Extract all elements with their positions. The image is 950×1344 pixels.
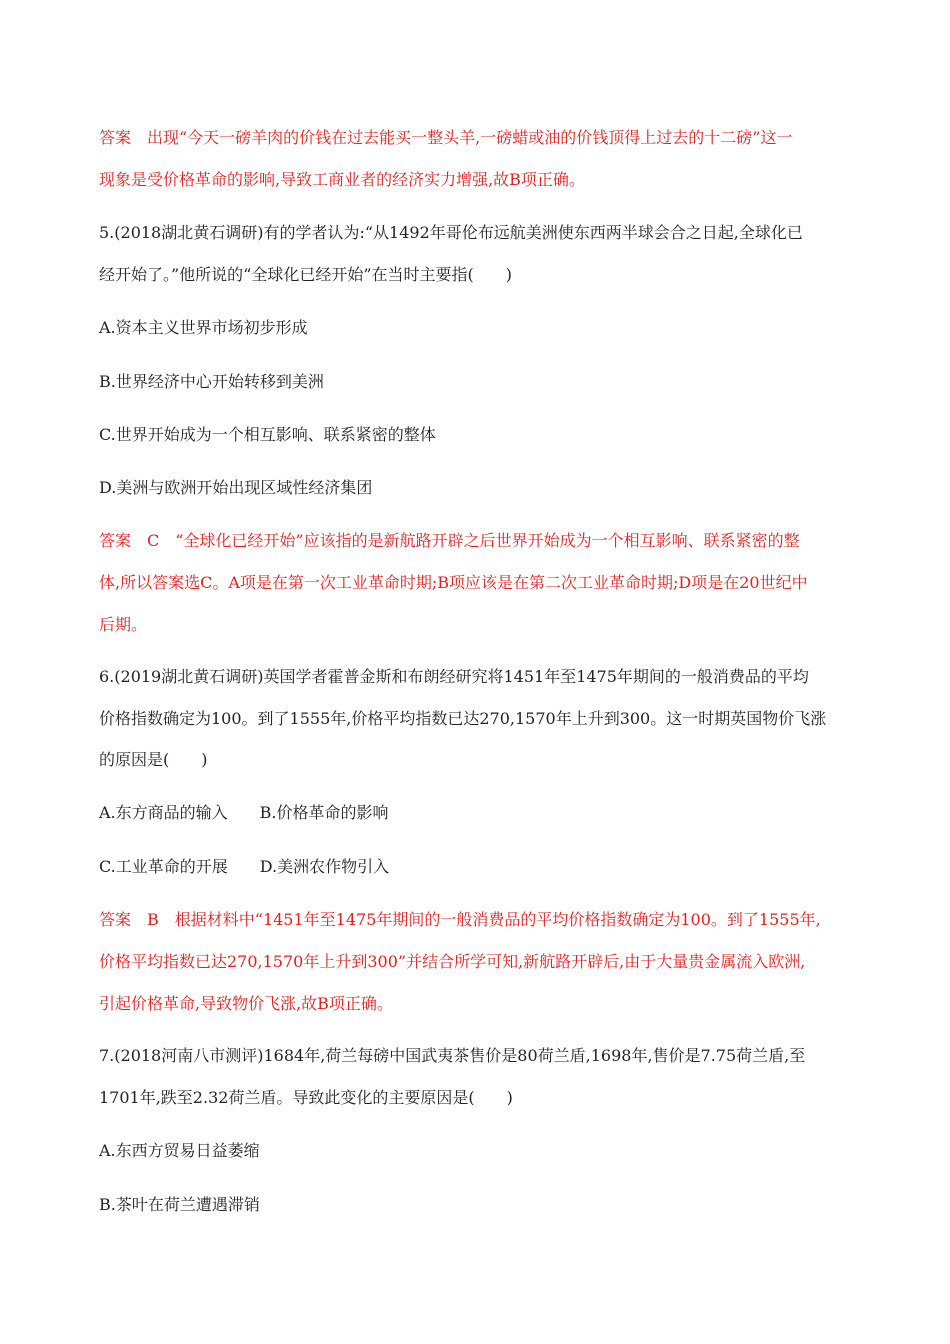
question-6-line: 价格指数确定为100。到了1555年,价格平均指数已达270,1570年上升到300。这一时期英国物价飞涨 [99,709,827,728]
option-a: A.东西方贸易日益萎缩 [99,1141,260,1160]
answer-line: 答案 出现“今天一磅羊肉的价钱在过去能买一整头羊,一磅蜡或油的价钱顶得上过去的十二磅”这一 [99,128,793,147]
question-5-line: 经开始了。”他所说的“全球化已经开始”在当时主要指( ) [99,265,513,284]
option-cd: C.工业革命的开展 D.美洲农作物引入 [99,857,390,876]
answer-line: 后期。 [99,615,148,634]
option-d: D.美洲与欧洲开始出现区域性经济集团 [99,478,373,497]
option-a: A.资本主义世界市场初步形成 [99,318,308,337]
question-7-line: 7.(2018河南八市测评)1684年,荷兰每磅中国武夷茶售价是80荷兰盾,1698年,售价是7.75荷兰盾,至 [99,1046,806,1065]
option-b: B.茶叶在荷兰遭遇滞销 [99,1195,260,1214]
question-7-line: 1701年,跌至2.32荷兰盾。导致此变化的主要原因是( ) [99,1088,513,1107]
answer-line: 引起价格革命,导致物价飞涨,故B项正确。 [99,994,393,1013]
option-c: C.世界开始成为一个相互影响、联系紧密的整体 [99,425,436,444]
answer-line: 价格平均指数已达270,1570年上升到300”并结合所学可知,新航路开辟后,由于大量贵金属流入欧洲, [99,952,806,971]
question-6-line: 6.(2019湖北黄石调研)英国学者霍普金斯和布朗经研究将1451年至1475年期间的一般消费品的平均 [99,667,809,686]
question-5-line: 5.(2018湖北黄石调研)有的学者认为:“从1492年哥伦布远航美洲使东西两半球会合之日起,全球化已 [99,223,803,242]
option-b: B.世界经济中心开始转移到美洲 [99,372,324,391]
answer-line: 答案 B 根据材料中“1451年至1475年期间的一般消费品的平均价格指数确定为100。到了1555年, [99,910,821,929]
answer-line: 现象是受价格革命的影响,导致工商业者的经济实力增强,故B项正确。 [99,170,585,189]
question-6-line: 的原因是( ) [99,750,208,769]
answer-line: 体,所以答案选C。A项是在第一次工业革命时期;B项应该是在第二次工业革命时期;D项是在20世纪中 [99,573,808,592]
option-ab: A.东方商品的输入 B.价格革命的影响 [99,803,389,822]
answer-line: 答案 C “全球化已经开始”应该指的是新航路开辟之后世界开始成为一个相互影响、联系紧密的整 [99,531,800,550]
